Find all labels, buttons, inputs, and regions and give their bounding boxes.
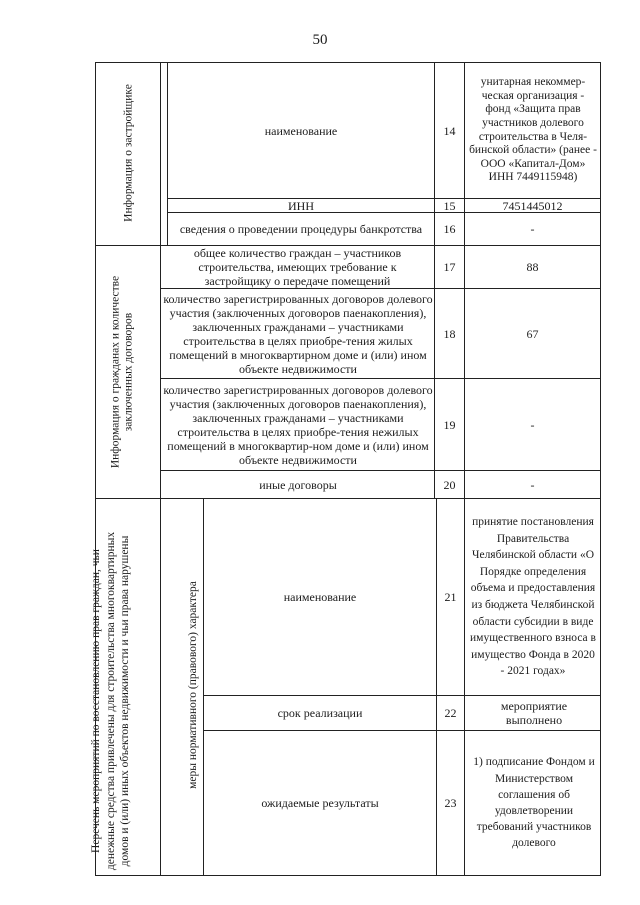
row-label: ИНН [288,198,314,213]
row-value: - [530,417,535,432]
row-value: мероприятие выполнено [500,699,568,727]
section-normative-measures: меры нормативного (правового) характера [186,581,199,789]
row-number: 21 [444,590,457,604]
row-label: наименование [264,123,338,138]
row-label: иные договоры [259,477,337,492]
row-number: 18 [443,326,456,341]
row-number: 22 [444,706,457,720]
row-number: 15 [443,198,456,213]
section-measures-list: Перечень мероприятий по восстановлению прав граждан, чьи денежные средства привлечены для строительства многоквартирных домов и (или) иных объектов недвижимости и чьи права нарушены [90,531,132,871]
row-label: сведения о проведении процедуры банкротства [179,222,423,236]
row-label: ожидаемые результаты [261,796,379,810]
row-label: общее количество граждан – участников строительства, имеющих требование к застройщику о передаче помещений [193,246,402,288]
row-label: наименование [283,590,357,604]
row-value: принятие постановления Правительства Челябинской области «О Порядке определения объема и предоставления из бюджета Челябинской области субсидии в виде имущественного взноса в имущество Фонда в 2020 - 2021 годах» [470,516,596,678]
row-value: - [530,222,535,236]
row-number: 17 [443,260,456,274]
section-developer-info: Информация о застройщике [122,84,134,222]
row-number: 19 [443,417,456,432]
row-value: 88 [526,260,539,274]
row-value: 1) подписание Фондом и Министерством соглашения об удовлетворении требований участников долевого [473,756,595,850]
row-number: 16 [443,222,456,236]
row-label: количество зарегистрированных договоров долевого участия (заключенных договоров паенакопления), заключенных гражданами – участниками строительства в целях приобре-тения нежилых помещений в многоквартир-ном доме и (или) ином объекте недвижимости [163,382,433,467]
page-number: 50 [312,32,328,48]
row-number: 23 [444,796,457,810]
row-label: срок реализации [277,706,363,720]
row-number: 14 [443,123,456,138]
row-value: 67 [526,326,539,341]
row-value: унитарная некоммер-ческая организация - фонд «Защита прав участников долевого строительства в Челя-бинской области» (ранее - ООО «Капитал-Дом» ИНН 7449115948) [469,76,597,184]
row-value: - [530,477,535,492]
row-value: 7451445012 [502,198,563,213]
row-label: количество зарегистрированных договоров долевого участия (заключенных договоров паенакопления), заключенных гражданами – участниками строительства в целях приобре-тения жилых помещений в многоквартирном доме и (или) ином объекте недвижимости [163,291,433,376]
section-citizens-info: Информация о гражданах и количестве заключенных договоров [109,275,135,469]
row-number: 20 [443,477,456,492]
